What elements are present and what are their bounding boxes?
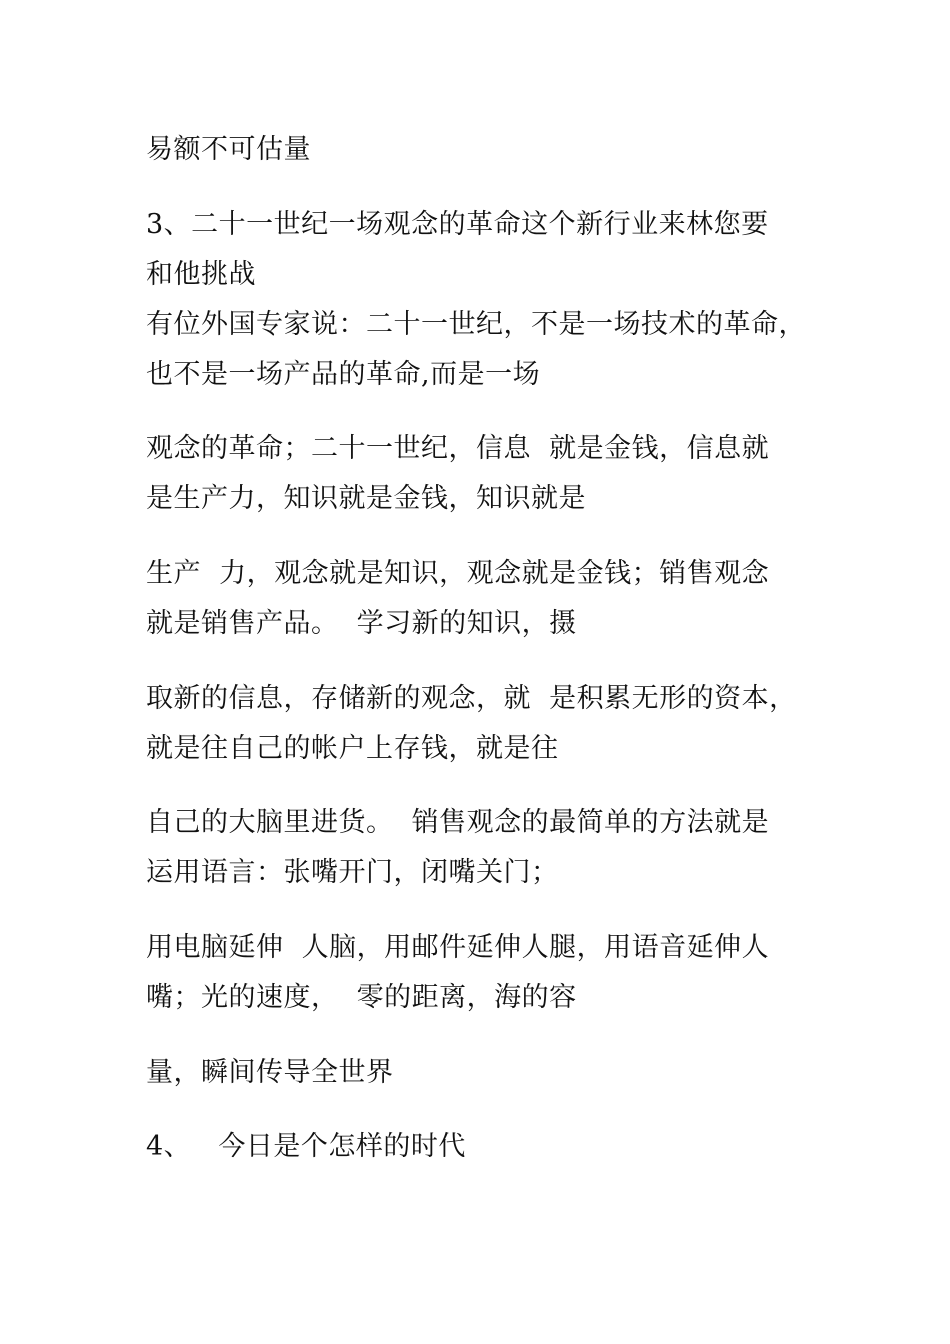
text-line: 有位外国专家说：二十一世纪，不是一场技术的革命， — [146, 309, 806, 340]
text-line: 用电脑延伸 人脑，用邮件延伸人腿，用语音延伸人 — [146, 932, 770, 963]
text-line: 易额不可估量 — [146, 134, 311, 165]
section-heading-4: 4、 今日是个怎样的时代 — [146, 1131, 466, 1162]
text-line: 是生产力，知识就是金钱，知识就是 — [146, 483, 586, 514]
text-line: 观念的革命；二十一世纪，信息 就是金钱，信息就 — [146, 433, 770, 464]
text-line: 生产 力，观念就是知识，观念就是金钱；销售观念 — [146, 558, 770, 589]
text-line: 也不是一场产品的革命,而是一场 — [146, 359, 541, 390]
text-line: 自己的大脑里进货。 销售观念的最简单的方法就是 — [146, 807, 770, 838]
text-line: 运用语言：张嘴开门，闭嘴关门； — [146, 857, 559, 888]
section-heading-3: 3、二十一世纪一场观念的革命这个新行业来林您要 — [146, 209, 769, 240]
text-line: 就是往自己的帐户上存钱，就是往 — [146, 733, 559, 764]
text-line: 量，瞬间传导全世界 — [146, 1057, 394, 1088]
text-line: 嘴；光的速度， 零的距离，海的容 — [146, 982, 577, 1013]
text-line: 取新的信息，存储新的观念，就 是积累无形的资本， — [146, 683, 797, 714]
text-line: 和他挑战 — [146, 259, 256, 290]
text-line: 就是销售产品。 学习新的知识，摄 — [146, 608, 577, 639]
